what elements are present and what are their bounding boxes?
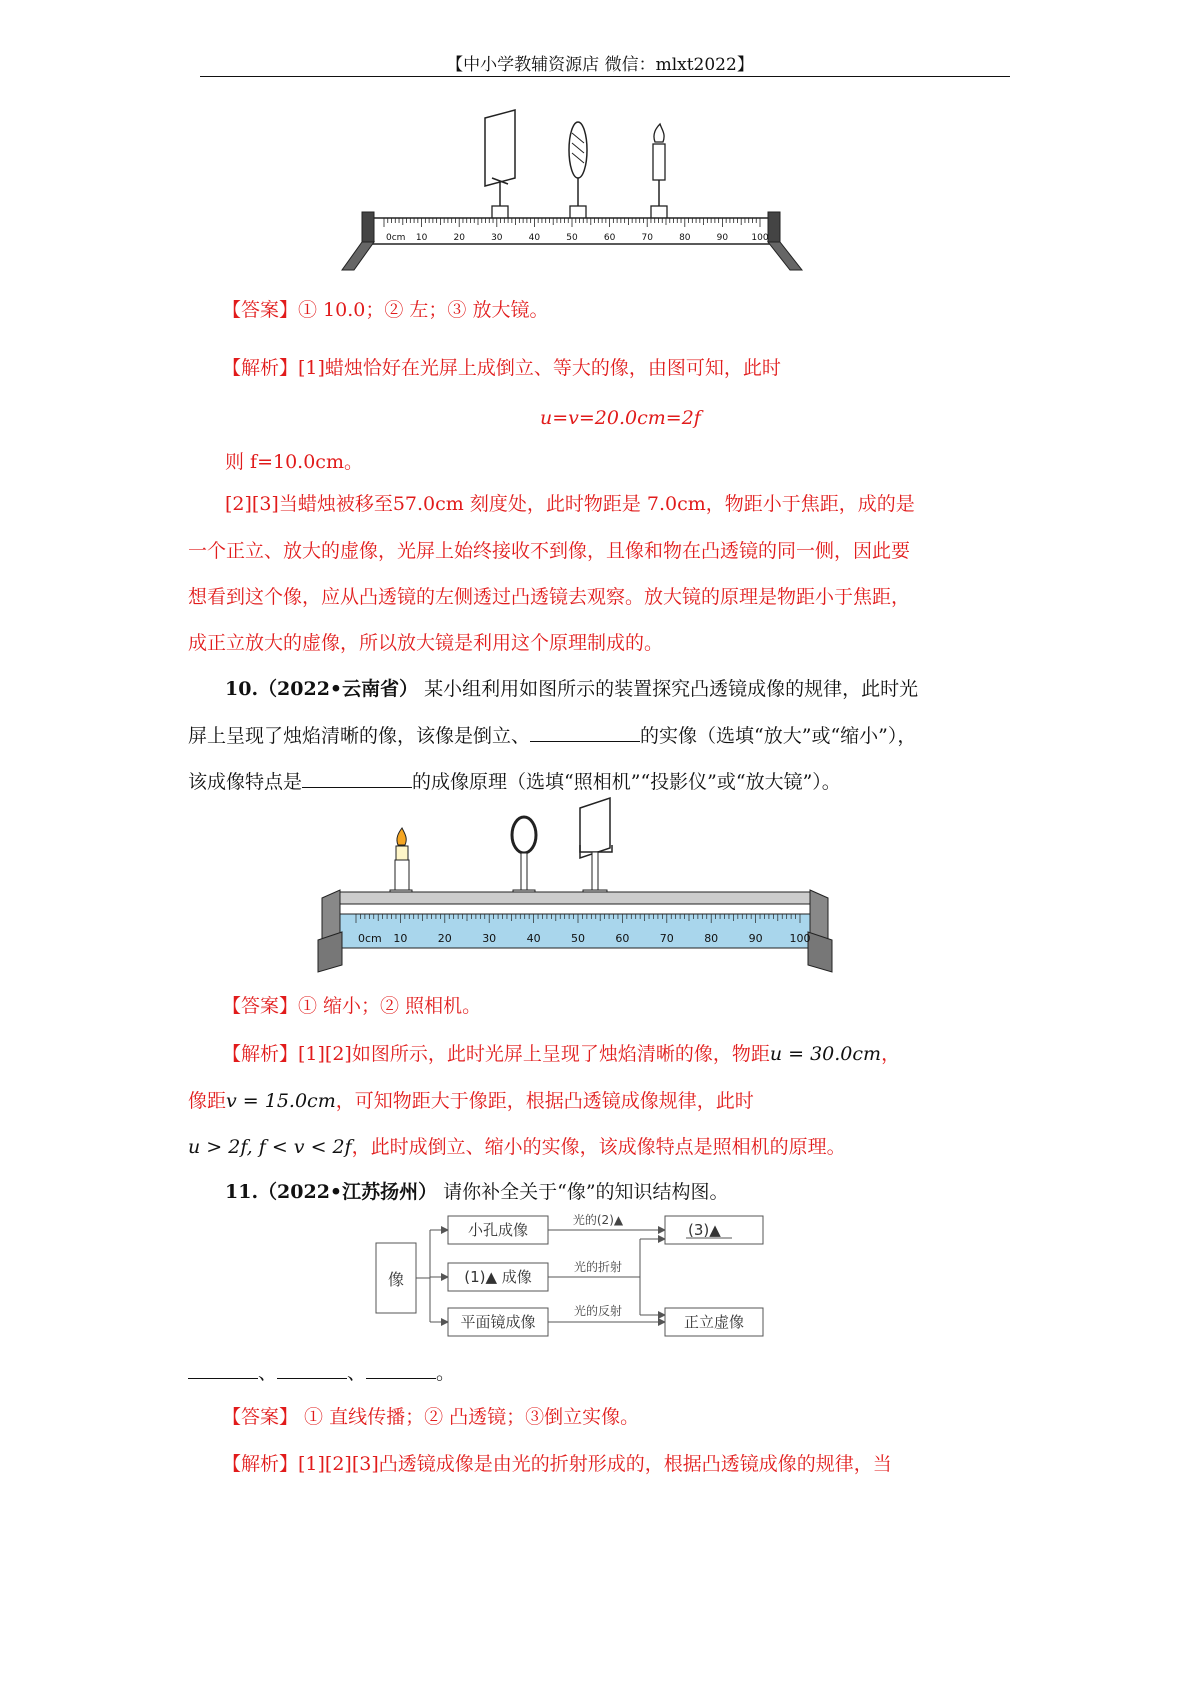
ruler-tick-label: 100 (789, 932, 811, 945)
q11-blanks (188, 1358, 455, 1387)
answer-text: ① 直线传播；② 凸透镜；③倒立实像。 (298, 1406, 640, 1428)
optical-bench-figure-1 (340, 108, 880, 298)
q10-stem-3a: 该成像特点是 (188, 771, 303, 793)
analysis-text: [1][2]如图所示，此时光屏上呈现了烛焰清晰的像，物距 (298, 1043, 770, 1065)
box-pinhole: 小孔成像 (467, 1221, 529, 1239)
ruler-tick-label: 40 (526, 932, 541, 945)
arrow-label-2: 光的折射 (573, 1260, 623, 1274)
ruler-tick-label: 40 (528, 233, 541, 243)
ruler-tick-label: 20 (453, 233, 465, 243)
header-rule (200, 76, 1010, 77)
ruler-tick-label: 0cm (386, 233, 406, 243)
box-plane-mirror: 平面镜成像 (460, 1313, 536, 1331)
arrow-label-3: 光的反射 (573, 1304, 623, 1318)
q10-blank-2[interactable] (302, 767, 412, 788)
answer-text: ① 缩小；② 照相机。 (298, 995, 482, 1017)
ruler-tick-label: 90 (716, 233, 729, 243)
ruler-tick-label: 60 (615, 932, 630, 945)
q9-analysis-line-1 (222, 354, 781, 382)
q11-answer (222, 1403, 639, 1431)
end: 。 (436, 1362, 456, 1384)
q10-stem-2a: 屏上呈现了烛焰清晰的像，该像是倒立、 (188, 725, 531, 747)
a-l2b: ，可知物距大于像距，根据凸透镜成像规律，此时 (335, 1090, 754, 1112)
q9-analysis-line-5: 成正立放大的虚像，所以放大镜是利用这个原理制成的。 (188, 632, 664, 654)
a-l3b: ，此时成倒立、缩小的实像，该成像特点是照相机的原理。 (351, 1136, 846, 1158)
q11-blank-1[interactable] (188, 1358, 258, 1379)
root-label: 像 (387, 1270, 405, 1289)
analysis-tag: 【解析】 (222, 357, 299, 379)
answer-tag: 【答案】 (222, 299, 299, 321)
q10-analysis-line-2 (188, 1087, 754, 1115)
ruler-tick-label: 20 (437, 932, 452, 945)
ruler-tick-label: 60 (603, 233, 616, 243)
box-virtual-image: 正立虚像 (683, 1313, 745, 1331)
q10-stem-3b: 的成像原理（选填“照相机”“投影仪”或“放大镜”）。 (412, 771, 841, 793)
answer-text: ① 10.0；② 左；③ 放大镜。 (298, 299, 549, 321)
analysis-tag: 【解析】 (222, 1043, 299, 1065)
ruler-tick-label: 0cm (358, 932, 382, 945)
arrow-label-1: 光的(2)▲ (572, 1213, 624, 1227)
q11-number: 11.（2022•江苏扬州） (225, 1181, 438, 1203)
q11-stem (225, 1178, 729, 1206)
a-l2a: 像距 (188, 1090, 227, 1112)
ruler-tick-label: 70 (659, 932, 674, 945)
q9-formula: u=v=20.0cm=2f (540, 407, 701, 429)
ruler-tick-label: 50 (566, 233, 578, 243)
q10-stem-line-1 (225, 675, 918, 703)
ruler-tick-label: 100 (751, 233, 769, 243)
q10-analysis-line-1: 【解析】[1][2]如图所示，此时光屏上呈现了烛焰清晰的像，物距u = 30.0cm， (222, 1043, 901, 1065)
ruler-tick-label: 80 (704, 932, 719, 945)
box-blank-1: (1)▲ 成像 (464, 1268, 532, 1286)
ruler-tick-label: 50 (571, 932, 585, 945)
q10-stem-2b: 的实像（选填“放大”或“缩小”）， (640, 725, 917, 747)
q11-blank-2[interactable] (277, 1358, 347, 1379)
ruler-tick-label: 10 (393, 932, 408, 945)
q9-answer (222, 296, 548, 324)
analysis-text: [1]蜡烛恰好在光屏上成倒立、等大的像，由图可知，此时 (298, 357, 781, 379)
q11-stem-text: 请你补全关于“像”的知识结构图。 (437, 1181, 729, 1203)
u-value: u = 30.0cm (769, 1043, 882, 1065)
q10-number: 10.（2022•云南省） (225, 678, 419, 700)
analysis-text: [1][2][3]凸透镜成像是由光的折射形成的，根据凸透镜成像的规律，当 (298, 1453, 892, 1475)
box-blank-3: (3)▲ (688, 1221, 721, 1239)
ruler-tick-label: 30 (482, 932, 497, 945)
optical-bench-figure-2 (312, 790, 857, 980)
q9-analysis-line-2: [2][3]当蜡烛被移至57.0cm 刻度处，此时物距是 7.0cm，物距小于焦距，成的是 (225, 493, 915, 515)
q10-stem-text: 某小组利用如图所示的装置探究凸透镜成像的规律，此时光 (418, 678, 919, 700)
q9-analysis-line-3: 一个正立、放大的虚像，光屏上始终接收不到像，且像和物在凸透镜的同一侧，因此要 (188, 540, 911, 562)
ruler-tick-label: 70 (641, 233, 653, 243)
sep: 、 (347, 1362, 367, 1384)
q11-analysis-line-1 (222, 1450, 892, 1478)
knowledge-structure-diagram (370, 1205, 770, 1345)
page-header: 【中小学教辅资源店 微信：mlxt2022】 (446, 55, 754, 75)
ruler-tick-label: 80 (679, 233, 691, 243)
answer-tag: 【答案】 (222, 995, 299, 1017)
q10-stem-line-2 (188, 721, 916, 750)
ruler-tick-label: 90 (748, 932, 763, 945)
answer-tag: 【答案】 (222, 1406, 299, 1428)
q9-analysis-line-4: 想看到这个像，应从凸透镜的左侧透过凸透镜去观察。放大镜的原理是物距小于焦距， (188, 586, 911, 608)
analysis-tag: 【解析】 (222, 1453, 299, 1475)
q11-blank-3[interactable] (366, 1358, 436, 1379)
inequality: u > 2f, f < v < 2f (188, 1136, 352, 1158)
q10-blank-1[interactable] (530, 721, 640, 742)
ruler-tick-label: 10 (415, 233, 428, 243)
q9-result: 则 f=10.0cm。 (225, 451, 363, 473)
q10-analysis-line-3 (188, 1133, 846, 1161)
v-value: v = 15.0cm (226, 1090, 336, 1112)
ruler-tick-label: 30 (491, 233, 503, 243)
q10-answer (222, 992, 481, 1020)
sep: 、 (258, 1362, 278, 1384)
